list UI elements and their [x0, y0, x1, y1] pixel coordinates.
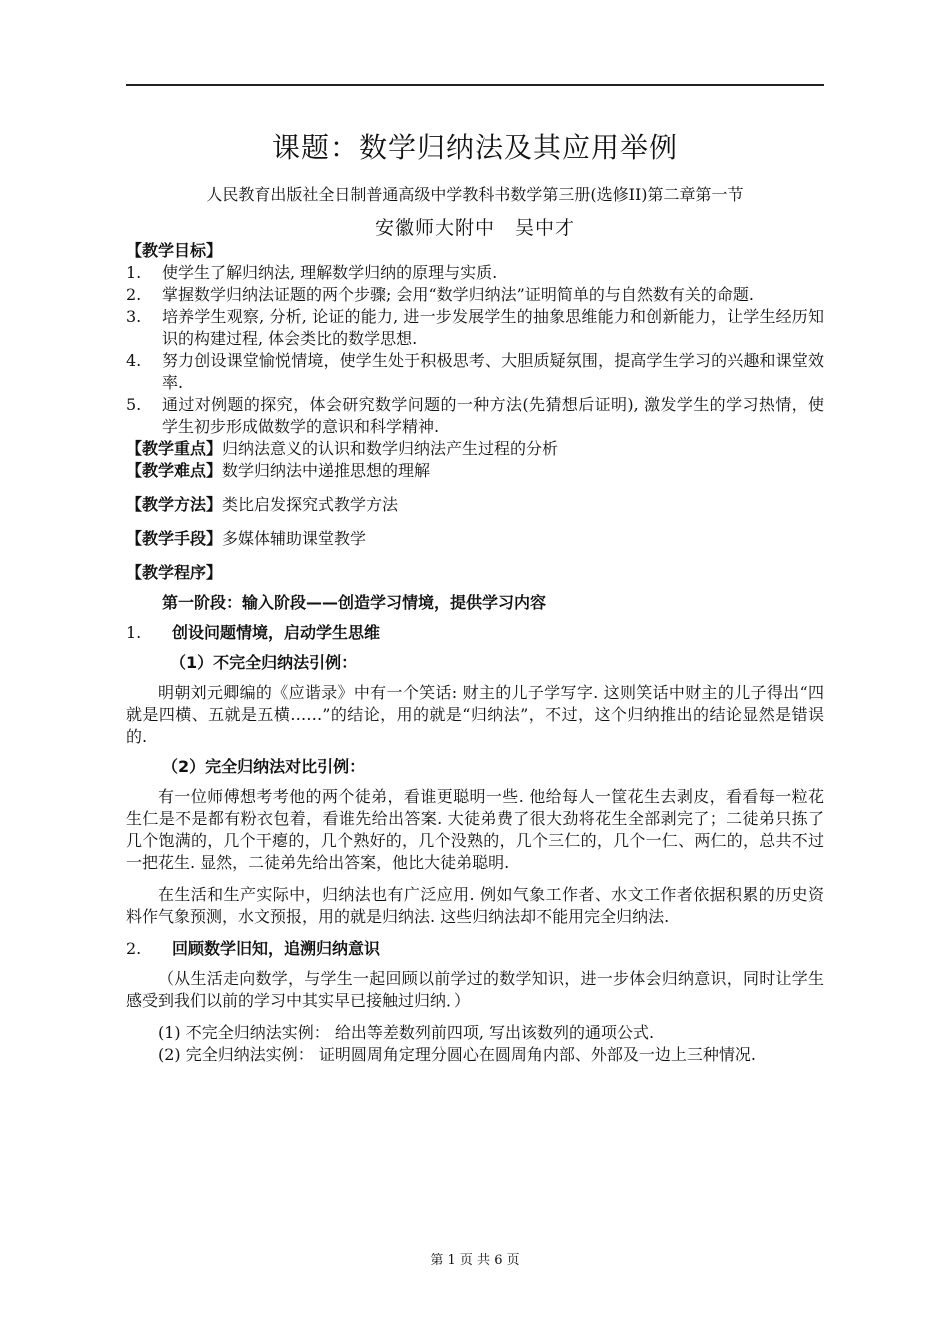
objective-text: 努力创设课堂愉悦情境，使学生处于积极思考、大胆质疑氛围，提高学生学习的兴趣和课堂效率.: [162, 351, 824, 392]
objective-item: [126, 306, 824, 350]
section-title: 回顾数学旧知，追溯归纳意识: [172, 939, 381, 958]
objective-number: 1.: [126, 263, 142, 282]
instance-item: (1) 不完全归纳法实例： 给出等差数列前四项, 写出该数列的通项公式.: [158, 1023, 655, 1042]
stage-heading: 第一阶段：输入阶段——创造学习情境，提供学习内容: [162, 593, 547, 612]
page-footer: 第 1 页 共 6 页: [430, 1253, 520, 1268]
objectives-list: [126, 262, 824, 438]
objective-number: 5.: [126, 395, 142, 414]
header-rule: [126, 84, 824, 86]
teaching-means: [126, 528, 824, 550]
textbook-source: 人民教育出版社全日制普通高级中学教科书数学第三册(选修II)第二章第一节: [206, 185, 744, 204]
difficulty-text: 数学归纳法中递推思想的理解: [222, 461, 431, 480]
lesson-content: [126, 240, 824, 1066]
objective-item: [126, 394, 824, 438]
section-number: 2.: [126, 939, 142, 958]
objective-item: [126, 350, 824, 394]
example-paragraph: 有一位师傅想考考他的两个徒弟，看谁更聪明一些. 他给每人一筐花生去剥皮，看看每一粒花生仁是不是都有粉衣包着，看谁先给出答案. 大徒弟费了很大劲将花生全部剥完了；二徒弟只拣了几个饱满的，几个干瘪的，几个熟好的，几个没熟的，几个三仁的，几个一仁、两仁的，总共不过一把花生. 显然，二徒弟先给出答案，他比大徒弟聪明.: [126, 787, 824, 872]
method-label: 【教学方法】: [126, 495, 223, 514]
objective-number: 2.: [126, 285, 142, 304]
example-title: （1）不完全归纳法引例：: [170, 653, 358, 672]
objective-item: [126, 284, 824, 306]
page-title: 课题：数学归纳法及其应用举例: [271, 131, 678, 164]
section-heading: [126, 938, 824, 960]
difficulty: [126, 460, 824, 482]
instance-item: (2) 完全归纳法实例： 证明圆周角定理分圆心在圆周角内部、外部及一边上三种情况.: [158, 1045, 756, 1064]
key-point-text: 归纳法意义的认识和数学归纳法产生过程的分析: [222, 439, 559, 458]
objective-number: 4.: [126, 351, 142, 370]
objective-item: [126, 262, 824, 284]
section-title: 创设问题情境，启动学生思维: [172, 623, 381, 642]
objectives-heading: 【教学目标】: [126, 241, 223, 260]
teaching-method: [126, 494, 824, 516]
objective-text: 使学生了解归纳法, 理解数学归纳的原理与实质.: [162, 263, 498, 282]
review-note: （从生活走向数学，与学生一起回顾以前学过的数学知识，进一步体会归纳意识，同时让学生感受到我们以前的学习中其实早已接触过归纳．）: [126, 969, 824, 1010]
objective-text: 掌握数学归纳法证题的两个步骤; 会用“数学归纳法”证明简单的与自然数有关的命题.: [162, 285, 754, 304]
example-title: （2）完全归纳法对比引例：: [162, 757, 366, 776]
procedure-heading: 【教学程序】: [126, 563, 223, 582]
means-label: 【教学手段】: [126, 529, 223, 548]
author-line: 安徽师大附中 吴中才: [374, 217, 575, 239]
body-paragraph: 在生活和生产实际中，归纳法也有广泛应用. 例如气象工作者、水文工作者依据积累的历史资料作气象预测，水文预报，用的就是归纳法. 这些归纳法却不能用完全归纳法.: [126, 885, 824, 926]
objective-number: 3.: [126, 307, 142, 326]
method-text: 类比启发探究式教学方法: [222, 495, 399, 514]
objective-text: 培养学生观察, 分析, 论证的能力, 进一步发展学生的抽象思维能力和创新能力，让学生经历知识的构建过程, 体会类比的数学思想.: [162, 307, 824, 348]
key-point-label: 【教学重点】: [126, 439, 223, 458]
means-text: 多媒体辅助课堂教学: [222, 529, 367, 548]
example-paragraph: 明朝刘元卿编的《应谐录》中有一个笑话: 财主的儿子学写字. 这则笑话中财主的儿子得出“四就是四横、五就是五横……”的结论，用的就是“归纳法”，不过，这个归纳推出的结论显然是错误的.: [126, 683, 824, 746]
objective-text: 通过对例题的探究，体会研究数学问题的一种方法(先猜想后证明), 激发学生的学习热情，使学生初步形成做数学的意识和科学精神.: [162, 395, 824, 436]
section-number: 1.: [126, 623, 142, 642]
section-heading: [126, 622, 824, 644]
key-point: [126, 438, 824, 460]
difficulty-label: 【教学难点】: [126, 461, 223, 480]
